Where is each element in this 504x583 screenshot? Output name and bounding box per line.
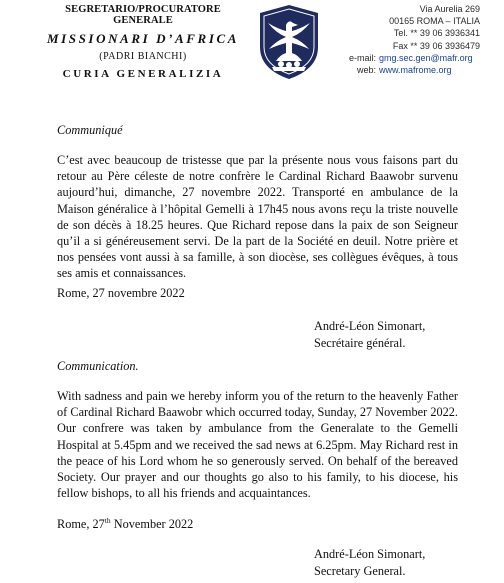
web-label: web: <box>356 65 376 76</box>
fax: Fax ** 39 06 3936479 <box>392 40 480 51</box>
english-date-ordinal: th <box>104 516 111 525</box>
pelican-emblem-icon <box>256 3 322 81</box>
english-signatory: André-Léon Simonart, <box>314 547 426 561</box>
english-date-prefix: Rome, 27 <box>57 517 105 532</box>
english-date-suffix: November 2022 <box>110 517 194 532</box>
french-heading: Communiqué <box>57 123 123 137</box>
french-signatory: André-Léon Simonart, <box>314 319 426 333</box>
english-heading: Communication. <box>57 359 139 373</box>
email-label: e-mail: <box>348 52 376 63</box>
english-role: Secretary General. <box>314 564 406 578</box>
french-date: Rome, 27 novembre 2022 <box>57 286 185 300</box>
letterhead-left <box>38 4 248 80</box>
web-row <box>326 64 498 76</box>
web-link[interactable]: www.mafrome.org <box>379 65 452 76</box>
french-body: C’est avec beaucoup de tristesse que par la présente nous vous faisons part du retour au Père céleste de notre confrère le Cardinal Richard Baawobr survenu aujourd’hui, dimanche, 27 novembre 2022. Transporté en ambulance de la Maison généralice à l’hôpital Gemelli à 17h45 nous avons reçu la triste nouvelle de son décès à 18.25 heures. Que Richard repose dans la paix de son Seigneur qu’il a si généreusement servi. De la part de la Société en deuil. Notre prière et nos pensées vont aussi à sa famille, à son diocèse, ses collègues évêques, à tous ses amis et connaissances. <box>57 153 458 281</box>
address-line-1: Via Aurelia 269 <box>419 4 480 14</box>
email-row <box>326 52 498 64</box>
telephone: Tel. ** 39 06 3936341 <box>393 28 480 39</box>
organization-subtitle: (PADRI BIANCHI) <box>99 51 187 62</box>
english-body: With sadness and pain we hereby inform you of the return to the heavenly Father of Cardinal Richard Baawobr which occurred today, Sunday, 27 November 2022. Our confrere was taken by ambulance from the Generalate to the Gemelli Hospital at 5.45pm and we received the sad news at 6.25pm. May Richard rest in the peace of his Lord whom he so generously served. On behalf of the bereaved Society. Our prayer and our thoughts go also to his family, to his diocese, his fellow bishops, to all his friends and acquaintances. <box>57 389 458 501</box>
english-signature <box>314 546 425 580</box>
address-line-2: 00165 ROMA – ITALIA <box>389 16 480 27</box>
french-signature <box>314 318 425 352</box>
english-date <box>57 516 193 532</box>
curia-title: CURIA GENERALIZIA <box>62 68 224 80</box>
french-role: Secrétaire général. <box>314 336 406 350</box>
organization-name: MISSIONARI D’AFRICA <box>46 31 240 46</box>
secretariat-title: SEGRETARIO/PROCURATORE GENERALE <box>65 4 221 26</box>
email-link[interactable]: gmg.sec.gen@mafr.org <box>379 52 473 63</box>
letterhead-contact <box>326 3 498 76</box>
